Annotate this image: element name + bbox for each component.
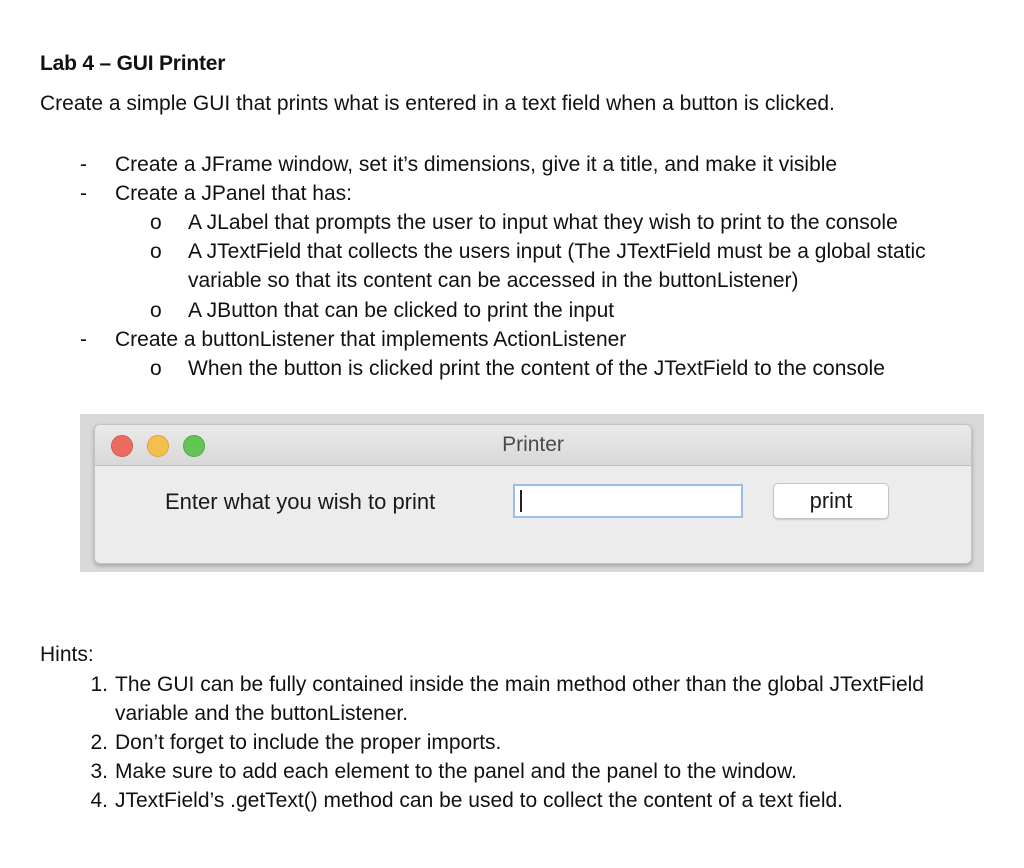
window-titlebar xyxy=(95,425,971,466)
print-prompt-label: Enter what you wish to print xyxy=(165,489,436,514)
page-title: Lab 4 – GUI Printer xyxy=(40,52,226,75)
substep-marker: o xyxy=(150,299,162,322)
hint-text: Don’t forget to include the proper imports. xyxy=(115,731,502,754)
hint-text-continued: variable and the buttonListener. xyxy=(115,702,409,725)
printer-window xyxy=(94,424,972,564)
step-marker: - xyxy=(80,153,87,176)
substep-marker: o xyxy=(150,357,162,380)
step-text: Create a JFrame window, set it’s dimensions, give it a title, and make it visible xyxy=(115,153,838,176)
hints-label: Hints: xyxy=(40,643,94,666)
print-button[interactable]: print xyxy=(773,483,889,519)
hint-text: JTextField’s .getText() method can be used to collect the content of a text field. xyxy=(115,789,844,812)
step-text: Create a buttonListener that implements ActionListener xyxy=(115,328,627,351)
step-marker: - xyxy=(80,328,87,351)
substep-text-continued: variable so that its content can be accessed in the buttonListener) xyxy=(188,269,799,292)
substep-text: A JTextField that collects the users input (The JTextField must be a global static xyxy=(188,240,926,263)
step-marker: - xyxy=(80,182,87,205)
substep-marker: o xyxy=(150,211,162,234)
hint-number: 3. xyxy=(90,760,108,783)
substep-text: A JLabel that prompts the user to input what they wish to print to the console xyxy=(188,211,898,234)
hint-text: Make sure to add each element to the panel and the panel to the window. xyxy=(115,760,797,783)
hint-text: The GUI can be fully contained inside the main method other than the global JTextField xyxy=(115,673,924,696)
text-caret xyxy=(520,490,522,512)
hint-number: 2. xyxy=(90,731,108,754)
substep-marker: o xyxy=(150,240,162,263)
print-text-input[interactable] xyxy=(513,484,743,518)
intro-text: Create a simple GUI that prints what is entered in a text field when a button is clicked. xyxy=(40,92,835,115)
hint-number: 4. xyxy=(90,789,108,812)
substep-text: When the button is clicked print the content of the JTextField to the console xyxy=(188,357,885,380)
hint-number: 1. xyxy=(90,673,108,696)
substep-text: A JButton that can be clicked to print the input xyxy=(188,299,615,322)
window-title: Printer xyxy=(502,433,564,456)
example-screenshot xyxy=(80,414,984,572)
step-text: Create a JPanel that has: xyxy=(115,182,352,205)
